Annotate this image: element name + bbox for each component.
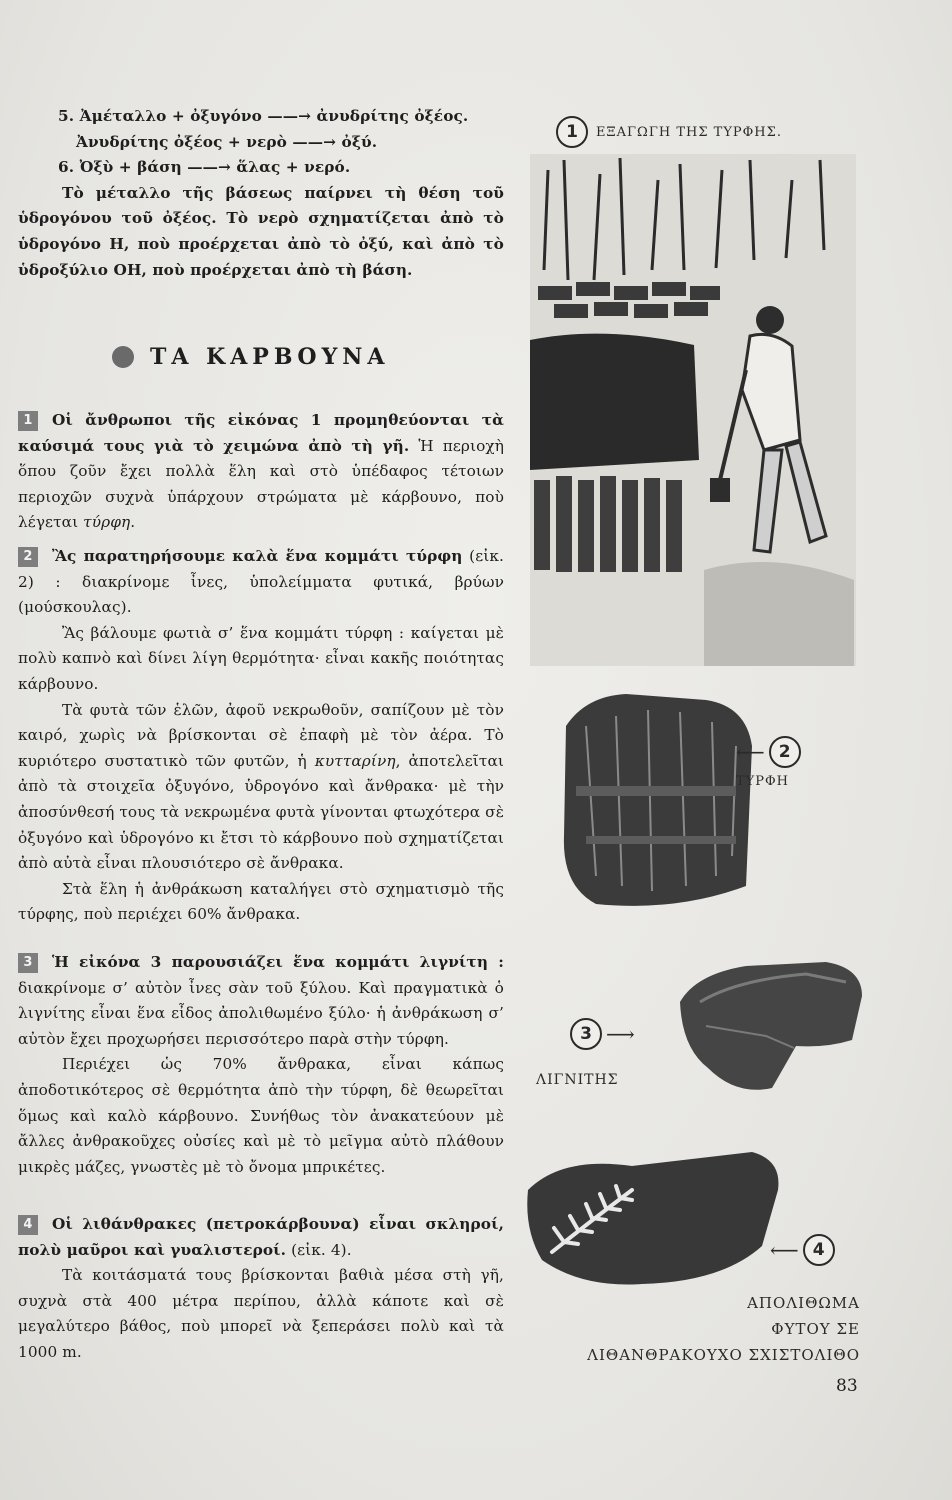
s1-body: Ἡ περιοχὴ ὅπου ζοῦν ἔχει πολλὰ ἕλη καὶ στὸ ὑπέδαφος τέτοιων περιοχῶν συχνὰ ὑπάρχουν στρώματα μὲ κάρβουνο, ποὺ λέγεται xyxy=(18,436,505,532)
figure-number-1: 1 xyxy=(556,116,588,148)
bullet-dot-icon xyxy=(112,346,134,368)
equation-5a: 5. Ἀμέταλλο + ὀξυγόνο ——→ ἀνυδρίτης ὀξέος. xyxy=(58,107,469,125)
s2-paragraph-2: Ἂς βάλουμε φωτιὰ σ’ ἕνα κομμάτι τύρφη : καίγεται μὲ πολὺ καπνὸ καὶ δίνει λίγη θερμότητα· εἶναι κακῆς ποιότητας κάρβουνο. xyxy=(18,623,504,693)
s4-lead: Οἱ λιθάνθρακες (πετροκάρβουνα) εἶναι σκληροί, πολὺ μαῦροι καὶ γυαλιστεροί. xyxy=(18,1215,504,1259)
peat-sample-image xyxy=(556,686,756,916)
section-number-4: 4 xyxy=(18,1215,38,1235)
heading-text: ΤΑ ΚΑΡΒΟΥΝΑ xyxy=(150,344,390,370)
s2-lead: Ἂς παρατηρήσουμε καλὰ ἕνα κομμάτι τύρφη xyxy=(52,547,463,565)
page-number: 83 xyxy=(836,1376,858,1396)
figure-number-3: 3 xyxy=(570,1018,602,1050)
s2-term: κυτταρίνη xyxy=(314,751,396,770)
fossil-slate-image xyxy=(522,1150,784,1290)
figure-3-caption: ΛΙΓΝΙΤΗΣ xyxy=(536,1072,619,1088)
peat-extraction-illustration xyxy=(524,150,860,670)
top-equations xyxy=(18,104,504,283)
equation-6: 6. Ὀξὺ + βάση ——→ ἅλας + νερό. xyxy=(58,158,351,177)
section-3 xyxy=(18,950,504,1180)
section-1: 1 Οἱ ἄνθρωποι τῆς εἰκόνας 1 προμηθεύονται τὰ καύσιμά τους γιὰ τὸ χειμώνα ἀπὸ τὴ γῆ. Ἡ περιοχὴ ὅπου ζοῦν ἔχει πολλὰ ἕλη καὶ στὸ ὑπέδαφος τέτοιων περιοχῶν συχνὰ ὑπάρχουν στρώματα μὲ κάρβουνο, ποὺ λέγεται τύρφη. xyxy=(18,411,505,532)
figure-2-caption: ΤΥΡΦΗ xyxy=(736,774,789,789)
s3-body: διακρίνομε σ’ αὐτὸν ἶνες σὰν τοῦ ξύλου. Καὶ πραγματικὰ ὁ λιγνίτης εἶναι ἕνα εἶδος ἀπολιθωμένο ξύλο· ἡ ἀνθράκωση σ’ αὐτὸν ἔχει προχωρήσει περισσότερο παρὰ στὴν τύρφη. xyxy=(18,978,504,1048)
s2-body: (εἰκ. 2) : διακρίνομε ἶνες, ὑπολείμματα φυτικά, βρύων (μούσκουλας). xyxy=(18,547,504,617)
s4-body: (εἰκ. 4). xyxy=(286,1240,352,1259)
section-number-1: 1 xyxy=(18,411,38,431)
s3-paragraph-2: Περιέχει ὡς 70% ἄνθρακα, εἶναι κάπως ἀποδοτικότερος σὲ θερμότητα ἀπὸ τὴν τύρφη, δὲ θεωρεῖται ὅμως καὶ καλὸ κάρβουνο. Συνήθως τὸν ἀνακατεύουν μὲ ἄλλες ἀνθρακοῦχες οὐσίες καὶ μὲ τὸ μεῖγμα αὐτὸ πλάθουν μικρὲς μάζες, γνωστὲς μὲ τὸ ὄνομα μπρικέτες. xyxy=(18,1055,504,1176)
figure-1-caption: 1 ΕΞΑΓΩΓΗ ΤΗΣ ΤΥΡΦΗΣ. xyxy=(556,116,782,148)
section-4 xyxy=(18,1212,504,1366)
s1-term: τύρφη xyxy=(83,513,131,532)
section-2 xyxy=(18,544,504,928)
s1-lead: Οἱ ἄνθρωποι τῆς εἰκόνας 1 προμηθεύονται τὰ καύσιμά τους γιὰ τὸ χειμώνα ἀπὸ τὴ γῆ. xyxy=(18,411,504,455)
figure-number-2: 2 xyxy=(769,736,801,768)
s4-paragraph-2: Τὰ κοιτάσματά τους βρίσκονται βαθιὰ μέσα στὴ γῆ, συχνὰ στὰ 400 μέτρα περίπου, ἀλλὰ κάποτε καὶ σὲ μεγαλύτερο βάθος, ποὺ μπορεῖ νὰ ξεπεράσει πολὺ καὶ τὰ 1000 m. xyxy=(18,1266,504,1361)
equation-5b: Ἀνυδρίτης ὀξέος + νερὸ ——→ ὀξύ. xyxy=(76,132,378,151)
figure-4-caption: ΑΠΟΛΙΘΩΜΑ ΦΥΤΟΥ ΣΕ ΛΙΘΑΝΘΡΑΚΟΥΧΟ ΣΧΙΣΤΟΛΙΘΟ xyxy=(587,1294,860,1364)
section-number-2: 2 xyxy=(18,547,38,567)
lignite-sample-image xyxy=(676,956,866,1096)
section-heading xyxy=(112,344,389,370)
section-number-3: 3 xyxy=(18,953,38,973)
figure-number-4: 4 xyxy=(803,1234,835,1266)
figure-4-label: ⟵ 4 xyxy=(770,1234,835,1266)
figure-3-label: 3 ⟶ xyxy=(570,1018,635,1050)
s2-paragraph-4: Στὰ ἕλη ἡ ἀνθράκωση καταλήγει στὸ σχηματισμὸ τῆς τύρφης, ποὺ περιέχει 60% ἄνθρακα. xyxy=(18,879,504,924)
s2-paragraph-3: Τὰ φυτὰ τῶν ἑλῶν, ἀφοῦ νεκρωθοῦν, σαπίζουν μὲ τὸν καιρό, χωρὶς νὰ βρίσκονται σὲ ἐπαφὴ μὲ τὸν ἀέρα. Τὸ κυριότερο συστατικὸ τῶν φυτῶν, ἡ κυτταρίνη, ἀποτελεῖται ἀπὸ τὰ στοιχεῖα ὀξυγόνο, ὑδρογόνο καὶ ἄνθρακα· μὲ τὴν ἀποσύνθεσή τους τὰ νεκρωμένα φυτὰ γίνονται φτωχότερα σὲ ὀξυγόνο καὶ ὑδρογόνο κι ἔτσι τὸ κάρβουνο ποὺ σχηματίζεται ἀπὸ αὐτὰ εἶναι πλουσιότερο σὲ ἄνθρακα. xyxy=(18,700,505,873)
equation-explanation: Τὸ μέταλλο τῆς βάσεως παίρνει τὴ θέση τοῦ ὑδρογόνου τοῦ ὀξέος. Τὸ νερὸ σχηματίζεται ἀπὸ τὸ ὑδρογόνο Η, ποὺ προέρχεται ἀπὸ τὸ ὀξύ, καὶ ἀπὸ τὸ ὑδροξύλιο ΟΗ, ποὺ προέρχεται ἀπὸ τὴ βάση. xyxy=(18,183,504,279)
figure-2-label: ⟵ 2 xyxy=(736,736,801,768)
s3-lead: Ἡ εἰκόνα 3 παρουσιάζει ἕνα κομμάτι λιγνίτη : xyxy=(52,953,504,971)
